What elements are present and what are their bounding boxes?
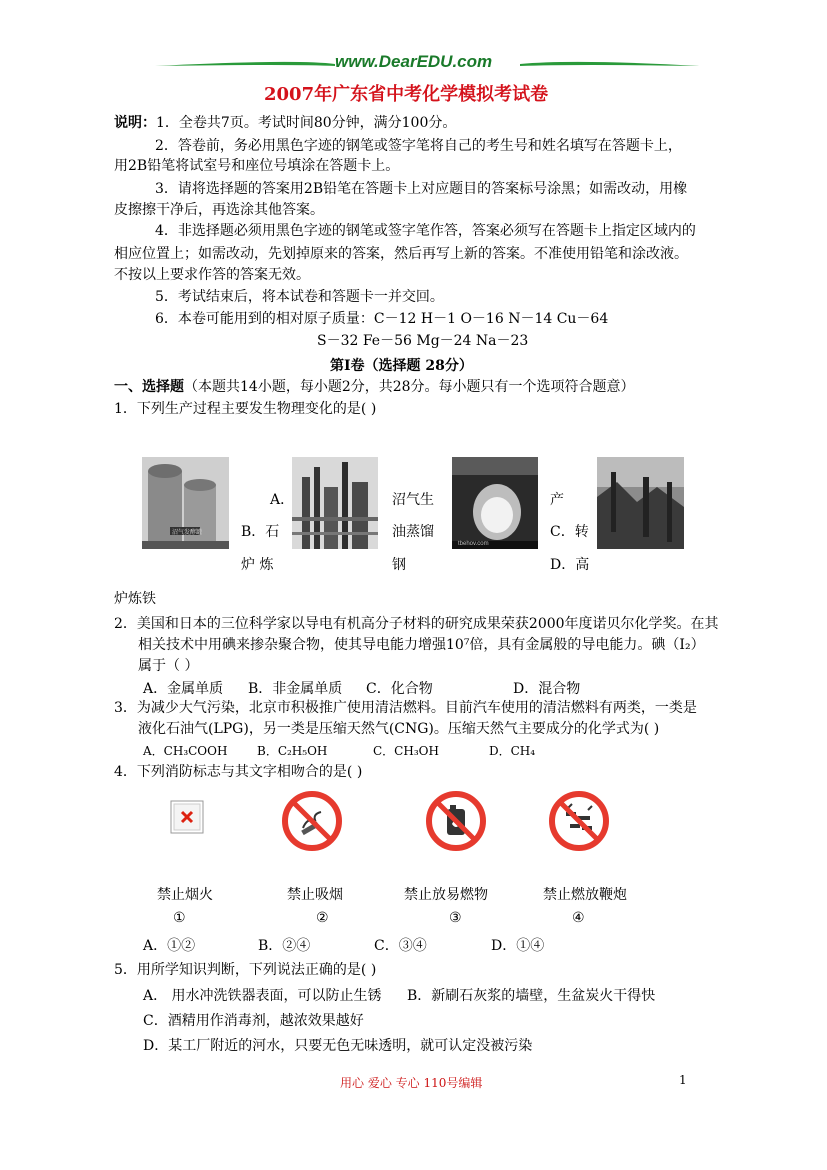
photo-converter: [452, 457, 538, 549]
q3-option-b: B．C₂H₅OH: [257, 744, 328, 758]
page-number: 1: [679, 1073, 687, 1087]
page-title: 2007年广东省中考化学模拟考试卷: [264, 84, 549, 105]
q1-fragment-b: B．石: [241, 524, 280, 540]
q1-fragment-c: C．转: [550, 524, 589, 540]
sign-number-1: ①: [173, 910, 186, 926]
header-swoosh: [155, 58, 700, 72]
instruction-line-3b: 皮擦擦干净后，再选涂其他答案。: [114, 202, 324, 218]
q1-fragment-biogas: 沼气生: [392, 492, 434, 508]
sign-label-1: 禁止烟火: [157, 887, 213, 903]
no-firecrackers-icon: [548, 790, 610, 852]
q4-option-c: C．③④: [374, 938, 427, 954]
photo-caption: 沼气发酵罐: [172, 530, 203, 536]
instruction-line-2b: 用2B铅笔将试室号和座位号填涂在答题卡上。: [114, 158, 400, 174]
q2-line-1: 2．美国和日本的三位科学家以导电有机高分子材料的研究成果荣获2000年度诺贝尔化学奖。在其: [114, 616, 719, 632]
broken-image-icon: [170, 800, 204, 834]
q1-fragment-a: A．: [270, 492, 295, 508]
sign-number-3: ③: [449, 910, 462, 926]
site-watermark: www.DearEDU.com: [335, 52, 493, 71]
no-smoking-icon: [281, 790, 343, 852]
instruction-line-4: 4．非选择题必须用黑色字迹的钢笔或签字笔作答，答案必须写在答题卡上指定区域内的: [155, 223, 696, 239]
q1-fragment-produce: 产: [550, 492, 564, 508]
q4-option-d: D．①④: [491, 938, 545, 954]
q3-option-c: C．CH₃OH: [373, 744, 439, 758]
q4-stem: 4．下列消防标志与其文字相吻合的是( ): [114, 764, 363, 780]
q3-option-d: D．CH₄: [489, 744, 536, 758]
q1-fragment-oil: 油蒸馏: [392, 524, 434, 540]
footer-text: 用心 爱心 专心 110号编辑: [340, 1076, 483, 1090]
instruction-line-1: 说明：1．全卷共7页。考试时间80分钟，满分100分。: [114, 115, 457, 131]
q2-option-b: B．非金属单质: [248, 681, 343, 697]
q5-option-b: B．新刷石灰浆的墙壁，生盆炭火干得快: [407, 988, 656, 1004]
q4-option-a: A．①②: [143, 938, 196, 954]
q2-option-c: C．化合物: [366, 681, 433, 697]
q3-line-1: 3．为减少大气污染，北京市积极推广使用清洁燃料。目前汽车使用的清洁燃料有两类，一类是: [114, 700, 697, 716]
photo-watermark: tbehov.com: [458, 541, 489, 547]
q2-line-3: 属于（ ）: [138, 658, 199, 674]
q2-line-2: 相关技术中用碘来掺杂聚合物，使其导电能力增强10⁷倍，具有金属般的导电能力。碘（I₂）: [138, 637, 705, 653]
q1-trailing: 炉炼铁: [114, 591, 156, 607]
q2-option-d: D．混合物: [513, 681, 581, 697]
q5-stem: 5．用所学知识判断，下列说法正确的是( ): [114, 962, 377, 978]
q3-line-2: 液化石油气(LPG)，另一类是压缩天然气(CNG)。压缩天然气主要成分的化学式为( ): [138, 721, 660, 737]
instruction-line-4c: 不按以上要求作答的答案无效。: [114, 267, 310, 283]
sign-number-2: ②: [316, 910, 329, 926]
q5-option-a: A． 用水冲洗铁器表面，可以防止生锈: [143, 988, 382, 1004]
instructions-label: 说明：: [114, 115, 156, 131]
instruction-line-2: 2．答卷前，务必用黑色字迹的钢笔或签字笔将自己的考生号和姓名填写在答题卡上，: [155, 138, 682, 154]
q1-fragment-steel: 钢: [392, 557, 406, 573]
instruction-line-4b: 相应位置上；如需改动，先划掉原来的答案，然后再写上新的答案。不准使用铅笔和涂改液。: [114, 246, 688, 262]
sign-label-3: 禁止放易燃物: [404, 887, 488, 903]
sign-number-4: ④: [572, 910, 585, 926]
instruction-line-6: 6．本卷可能用到的相对原子质量：C－12 H－1 O－16 N－14 Cu－64: [155, 311, 609, 327]
section-heading: 一、选择题（本题共14小题，每小题2分，共28分。每小题只有一个选项符合题意）: [114, 379, 635, 395]
instruction-line-5: 5．考试结束后，将本试卷和答题卡一并交回。: [155, 289, 444, 305]
photo-refinery: [292, 457, 378, 549]
q1-fragment-lulian: 炉 炼: [241, 557, 274, 573]
q4-option-b: B．②④: [258, 938, 311, 954]
q3-option-a: A．CH₃COOH: [143, 744, 228, 758]
q1-stem: 1．下列生产过程主要发生物理变化的是( ): [114, 401, 377, 417]
sign-label-2: 禁止吸烟: [287, 887, 343, 903]
photo-biogas-tank: [142, 457, 229, 549]
section-title: 第Ⅰ卷（选择题 28分）: [330, 358, 473, 374]
no-flammables-icon: [425, 790, 487, 852]
photo-blast-furnace: [597, 457, 684, 549]
q5-option-c: C．酒精用作消毒剂，越浓效果越好: [143, 1013, 364, 1029]
q2-option-a: A．金属单质: [143, 681, 224, 697]
instruction-line-3: 3．请将选择题的答案用2B铅笔在答题卡上对应题目的答案标号涂黑；如需改动，用橡: [155, 181, 688, 197]
q1-fragment-d: D．高: [550, 557, 590, 573]
sign-label-4: 禁止燃放鞭炮: [543, 887, 627, 903]
q5-option-d: D．某工厂附近的河水，只要无色无味透明，就可认定没被污染: [143, 1038, 533, 1054]
instruction-line-6b: S－32 Fe－56 Mg－24 Na－23: [317, 333, 529, 349]
